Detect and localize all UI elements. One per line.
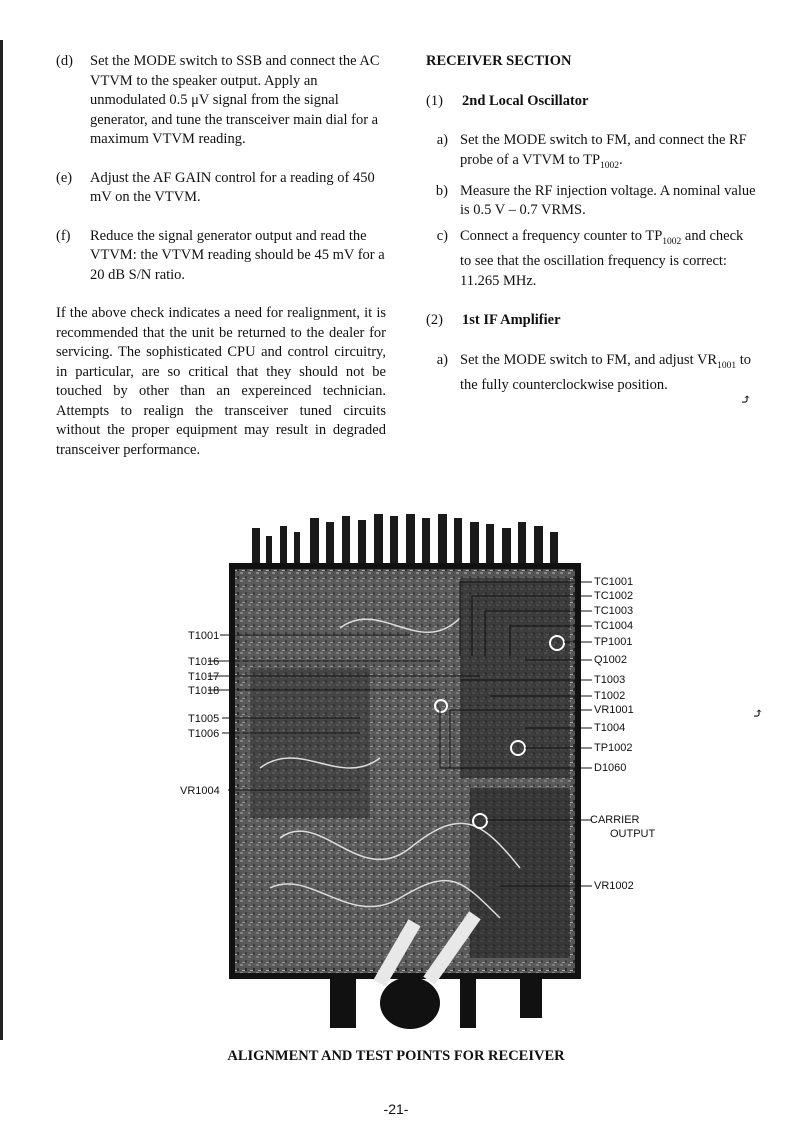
step-label: (f) <box>56 227 71 244</box>
step-text: Reduce the signal generator output and read the VTVM: the VTVM reading should be 45 mV for a 20 dB S/N ratio. <box>90 227 385 283</box>
sub1-step-c <box>426 227 756 291</box>
sub2-step-a <box>426 351 756 396</box>
step-f <box>56 227 386 286</box>
subsection-title: 1st IF Amplifier <box>462 312 561 329</box>
label-t1005: T1005 <box>188 713 220 725</box>
step-label: a) <box>436 132 448 148</box>
label-tp1001: TP1001 <box>594 636 633 648</box>
label-output: OUTPUT <box>610 828 656 840</box>
subsection-number: (2) <box>426 312 443 329</box>
label-t1016: T1016 <box>188 656 220 668</box>
step-text: Set the MODE switch to SSB and connect the AC VTVM to the speaker output. Apply an unmodulated 0.5 μV signal from the signal generator, and tune the transceiver main dial for a maximum VTVM reading. <box>90 53 380 147</box>
label-tc1001: TC1001 <box>594 576 634 588</box>
step-label: a) <box>436 351 448 368</box>
label-d1060: D1060 <box>594 762 627 774</box>
step-e <box>56 169 386 208</box>
label-tp1002: TP1002 <box>594 742 633 754</box>
step-label: (e) <box>56 169 73 186</box>
step-text: Set the MODE switch to FM, and adjust $VR_{1001}$ to the fully counterclockwise position. <box>460 351 752 394</box>
label-vr1001: VR1001 <box>594 704 634 716</box>
subsection-number: (1) <box>426 92 443 109</box>
right-column <box>426 52 756 402</box>
step-text: Set the MODE switch to FM, and connect the RF probe of a VTVM to $TP_{1002}$. <box>460 132 747 171</box>
label-t1003: T1003 <box>594 674 626 686</box>
label-vr1004: VR1004 <box>180 785 220 797</box>
page-number: -21- <box>383 1101 409 1117</box>
subsection-heading-2 <box>426 311 756 331</box>
step-text: Connect a frequency counter to $TP_{1002}$ and check to see that the oscillation frequency is correct: 11.265 MHz. <box>460 227 744 289</box>
scan-artifact-mark: ⤴ <box>740 393 752 408</box>
label-t1017: T1017 <box>188 671 220 683</box>
sub1-step-b <box>426 182 756 221</box>
label-tc1002: TC1002 <box>594 590 634 602</box>
label-t1018: T1018 <box>188 685 220 697</box>
step-label: c) <box>436 227 448 244</box>
receiver-board-photo <box>160 508 680 1038</box>
label-carrier: CARRIER <box>590 814 640 826</box>
sub1-step-a <box>426 131 756 176</box>
step-text: Measure the RF injection voltage. A nominal value is 0.5 V – 0.7 VRMS. <box>460 182 756 219</box>
step-label: b) <box>435 182 448 199</box>
subsection-heading-1 <box>426 92 756 112</box>
label-t1004: T1004 <box>594 722 626 734</box>
label-t1001: T1001 <box>188 630 220 642</box>
label-t1002: T1002 <box>594 690 626 702</box>
subsection-title: 2nd Local Oscillator <box>462 92 589 109</box>
label-tc1004: TC1004 <box>594 620 634 632</box>
left-column <box>56 52 386 460</box>
label-t1006: T1006 <box>188 728 220 740</box>
label-vr1002: VR1002 <box>594 880 634 892</box>
scan-artifact-mark: ⤴ <box>752 707 764 722</box>
page-edge-shadow <box>0 40 3 1040</box>
figure-caption: ALIGNMENT AND TEST POINTS FOR RECEIVER <box>227 1048 565 1064</box>
realignment-note: If the above check indicates a need for realignment, it is recommended that the unit be returned to the dealer for servicing. The sophisticated CPU and control circuitry, in particular, are so critical that they should not be touched by other than an expereinced technician. Attempts to realign the transceiver tuned circuits without the proper equipment may result in degraded transceiver performance. <box>56 305 386 458</box>
step-label: (d) <box>56 53 73 69</box>
label-q1002: Q1002 <box>594 654 628 666</box>
label-tc1003: TC1003 <box>594 605 634 617</box>
step-text: Adjust the AF GAIN control for a reading of 450 mV on the VTVM. <box>90 169 375 205</box>
step-d <box>56 52 386 150</box>
section-title: RECEIVER SECTION <box>426 53 572 69</box>
